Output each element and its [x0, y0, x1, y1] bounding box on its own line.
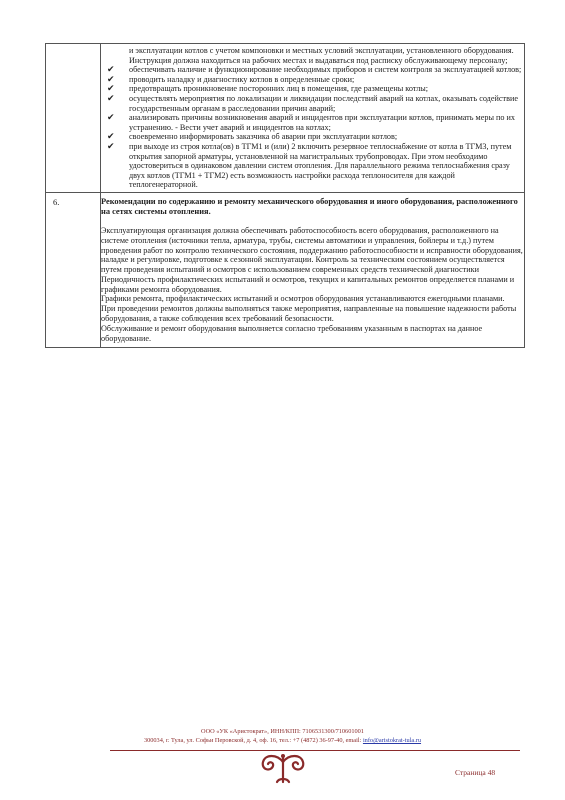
section-paragraph: Периодичность профилактических испытаний и осмотров, текущих и капитальных ремонтов определяется планами и графиками ремонта оборудования. [101, 274, 515, 294]
list-item [101, 142, 524, 190]
table-row [46, 192, 525, 348]
list-item-text: осуществлять мероприятия по локализации и ликвидации последствий аварий на котлах, оказывать содействие государственным органам в расследовании причин аварий; [129, 93, 518, 113]
list-item [101, 65, 524, 75]
check-mark-icon: ✔ [107, 64, 115, 75]
list-item-text: анализировать причины возникновения аварий и инцидентов при эксплуатации котлов, принимать меры по их устранению. - Вести учет аварий и инцидентов на котлах; [129, 113, 515, 132]
footer-address-text: 300034, г. Тула, ул. Софьи Перовской, д. 4, оф. 16, тел.: +7 (4872) 36-97-40, email: [143, 737, 363, 744]
list-item [101, 94, 524, 113]
section-paragraph: Обслуживание и ремонт оборудования выполняется согласно требованиям указанным в паспортах на данное оборудование. [101, 323, 483, 343]
check-mark-icon: ✔ [107, 112, 115, 123]
list-item [101, 113, 524, 132]
check-mark-icon: ✔ [107, 73, 115, 84]
check-mark-icon: ✔ [107, 83, 115, 94]
section-number-cell [46, 192, 101, 348]
list-item-text: предотвращать проникновение посторонних лиц в помещения, где размещены котлы; [129, 84, 429, 94]
section-paragraph: При проведении ремонтов должны выполняться также мероприятия, направленные на повышение надежности работы оборудования, а также соблюдения всех требований безопасности. [101, 304, 517, 324]
footer-company: ООО «УК «Аристократ», ИНН/КПП: 7106531300/710601001 [201, 728, 364, 735]
list-item [101, 46, 524, 65]
check-mark-icon: ✔ [107, 131, 115, 142]
list-item-text: проводить наладку и диагностику котлов в определенные сроки; [129, 74, 355, 84]
footer-email-link[interactable]: info@aristokrat-tula.ru [362, 737, 422, 744]
check-mark-icon: ✔ [107, 92, 115, 103]
section-heading: Рекомендации по содержанию и ремонту механического оборудования и иного оборудования, расположенного на сетях системы отопления. [101, 196, 518, 216]
section-number: 6. [53, 196, 60, 207]
section-body-cell [101, 192, 525, 348]
footer-rule [110, 750, 520, 751]
list-item [101, 132, 524, 142]
number-cell-empty [46, 44, 101, 193]
section-paragraph: Эксплуатирующая организация должна обеспечивать работоспособность всего оборудования, расположенного на системе отопления (источники тепла, арматура, трубы, системы автоматики и управления, бойлеры и т.д.) путем проведения работ по контролю технического состояния, поддержанию работоспособности и исправности оборудования, наладке и регулировке, подготовке к сезонной эксплуатации. Контроль за техническим состоянием осуществляется путем проведения испытаний и осмотров с использованием современных средств технической диагностики [101, 225, 523, 275]
table-row [46, 44, 525, 193]
continued-list-cell [101, 44, 525, 193]
content-table [45, 43, 525, 348]
page-number: Страница 48 [455, 768, 496, 777]
list-item-text: и эксплуатации котлов с учетом компоновки и местных условий эксплуатации, установленного оборудования. Инструкция должна находиться на рабочих местах и выдаваться под расписку обслуживающему персоналу; [129, 46, 514, 65]
logo-ornament [255, 752, 311, 786]
list-item-text: своевременно информировать заказчика об аварии при эксплуатации котлов; [129, 132, 398, 142]
list-item [101, 75, 524, 85]
list-item-text: обеспечивать наличие и функционирование необходимых приборов и систем контроля за эксплуатацией котлов; [129, 65, 522, 75]
list-item [101, 84, 524, 94]
section-paragraph: Графики ремонта, профилактических испытаний и осмотров оборудования устанавливаются ежегодными планами. [101, 294, 505, 304]
footer-address [0, 737, 565, 744]
check-list [101, 44, 524, 192]
list-item-text: при выходе из строя котла(ов) в ТГМ1 и (или) 2 включить резервное теплоснабжение от котла в ТГМ3, путем открытия запорной арматуры, установленной на магистральных трубопроводах. При этом необходимо удостовериться в одинаковом давлении систем отопления. Для параллельного режима теплоснабжения сразу двух котлов (ТГМ1 + ТГМ2) есть возможность настройки расхода теплоносителя для каждой теплогенераторной. [129, 141, 512, 190]
check-mark-icon: ✔ [107, 140, 115, 151]
